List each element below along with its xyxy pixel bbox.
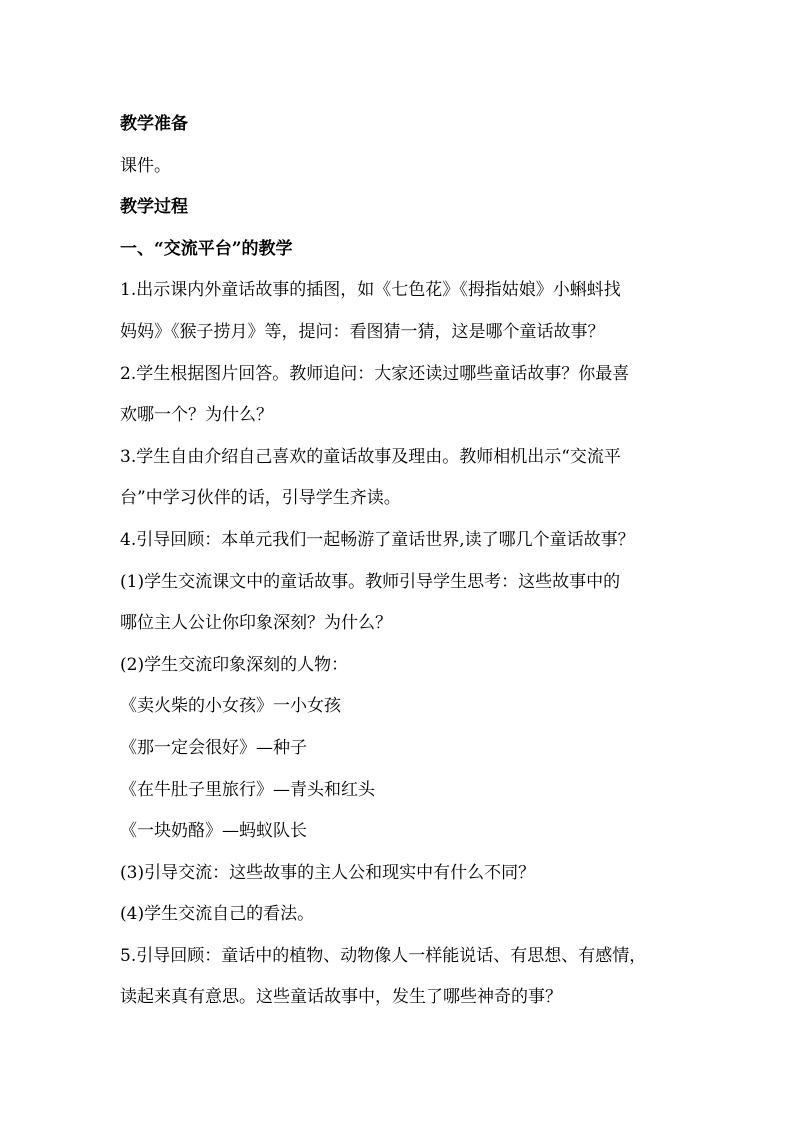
doc-line: 读起来真有意思。这些童话故事中，发生了哪些神奇的事？	[120, 987, 562, 1008]
doc-line: 教学过程	[120, 197, 188, 218]
doc-line: 4.引导回顾：本单元我们一起畅游了童话世界,读了哪几个童话故事？	[120, 529, 635, 550]
doc-line: 哪位主人公让你印象深刻？为什么？	[120, 613, 392, 634]
doc-line: 《在牛肚子里旅行》—青头和红头	[120, 779, 375, 800]
doc-line: 1.出示课内外童话故事的插图，如《七色花》《拇指姑娘》小蝌蚪找	[120, 280, 621, 301]
doc-line: (4)学生交流自己的看法。	[120, 904, 315, 925]
doc-line: 《那一定会很好》—种子	[120, 737, 307, 758]
doc-line: 课件。	[120, 155, 171, 176]
doc-line: 《卖火柴的小女孩》一小女孩	[120, 696, 341, 717]
doc-line: 欢哪一个？为什么？	[120, 405, 273, 426]
doc-line: 妈妈》《猴子捞月》等，提问：看图猜一猜，这是哪个童话故事？	[120, 321, 605, 342]
doc-line: 台”中学习伙伴的话，引导学生齐读。	[120, 488, 401, 509]
doc-line: 3.学生自由介绍自己喜欢的童话故事及理由。教师相机出示“交流平	[120, 446, 621, 467]
doc-line: 2.学生根据图片回答。教师追问：大家还读过哪些童话故事？你最喜	[120, 363, 630, 384]
doc-line: 教学准备	[120, 114, 188, 134]
doc-line: 5.引导回顾：童话中的植物、动物像人一样能说话、有思想、有感情，	[120, 945, 647, 966]
document-body	[120, 104, 680, 1019]
doc-line: (1)学生交流课文中的童话故事。教师引导学生思考：这些故事中的	[120, 571, 621, 592]
doc-line: 一、“交流平台”的教学	[120, 238, 293, 259]
doc-line: (3)引导交流：这些故事的主人公和现实中有什么不同？	[120, 862, 536, 883]
doc-line: 《一块奶酪》—蚂蚁队长	[120, 821, 307, 842]
doc-line: (2)学生交流印象深刻的人物：	[120, 654, 349, 675]
